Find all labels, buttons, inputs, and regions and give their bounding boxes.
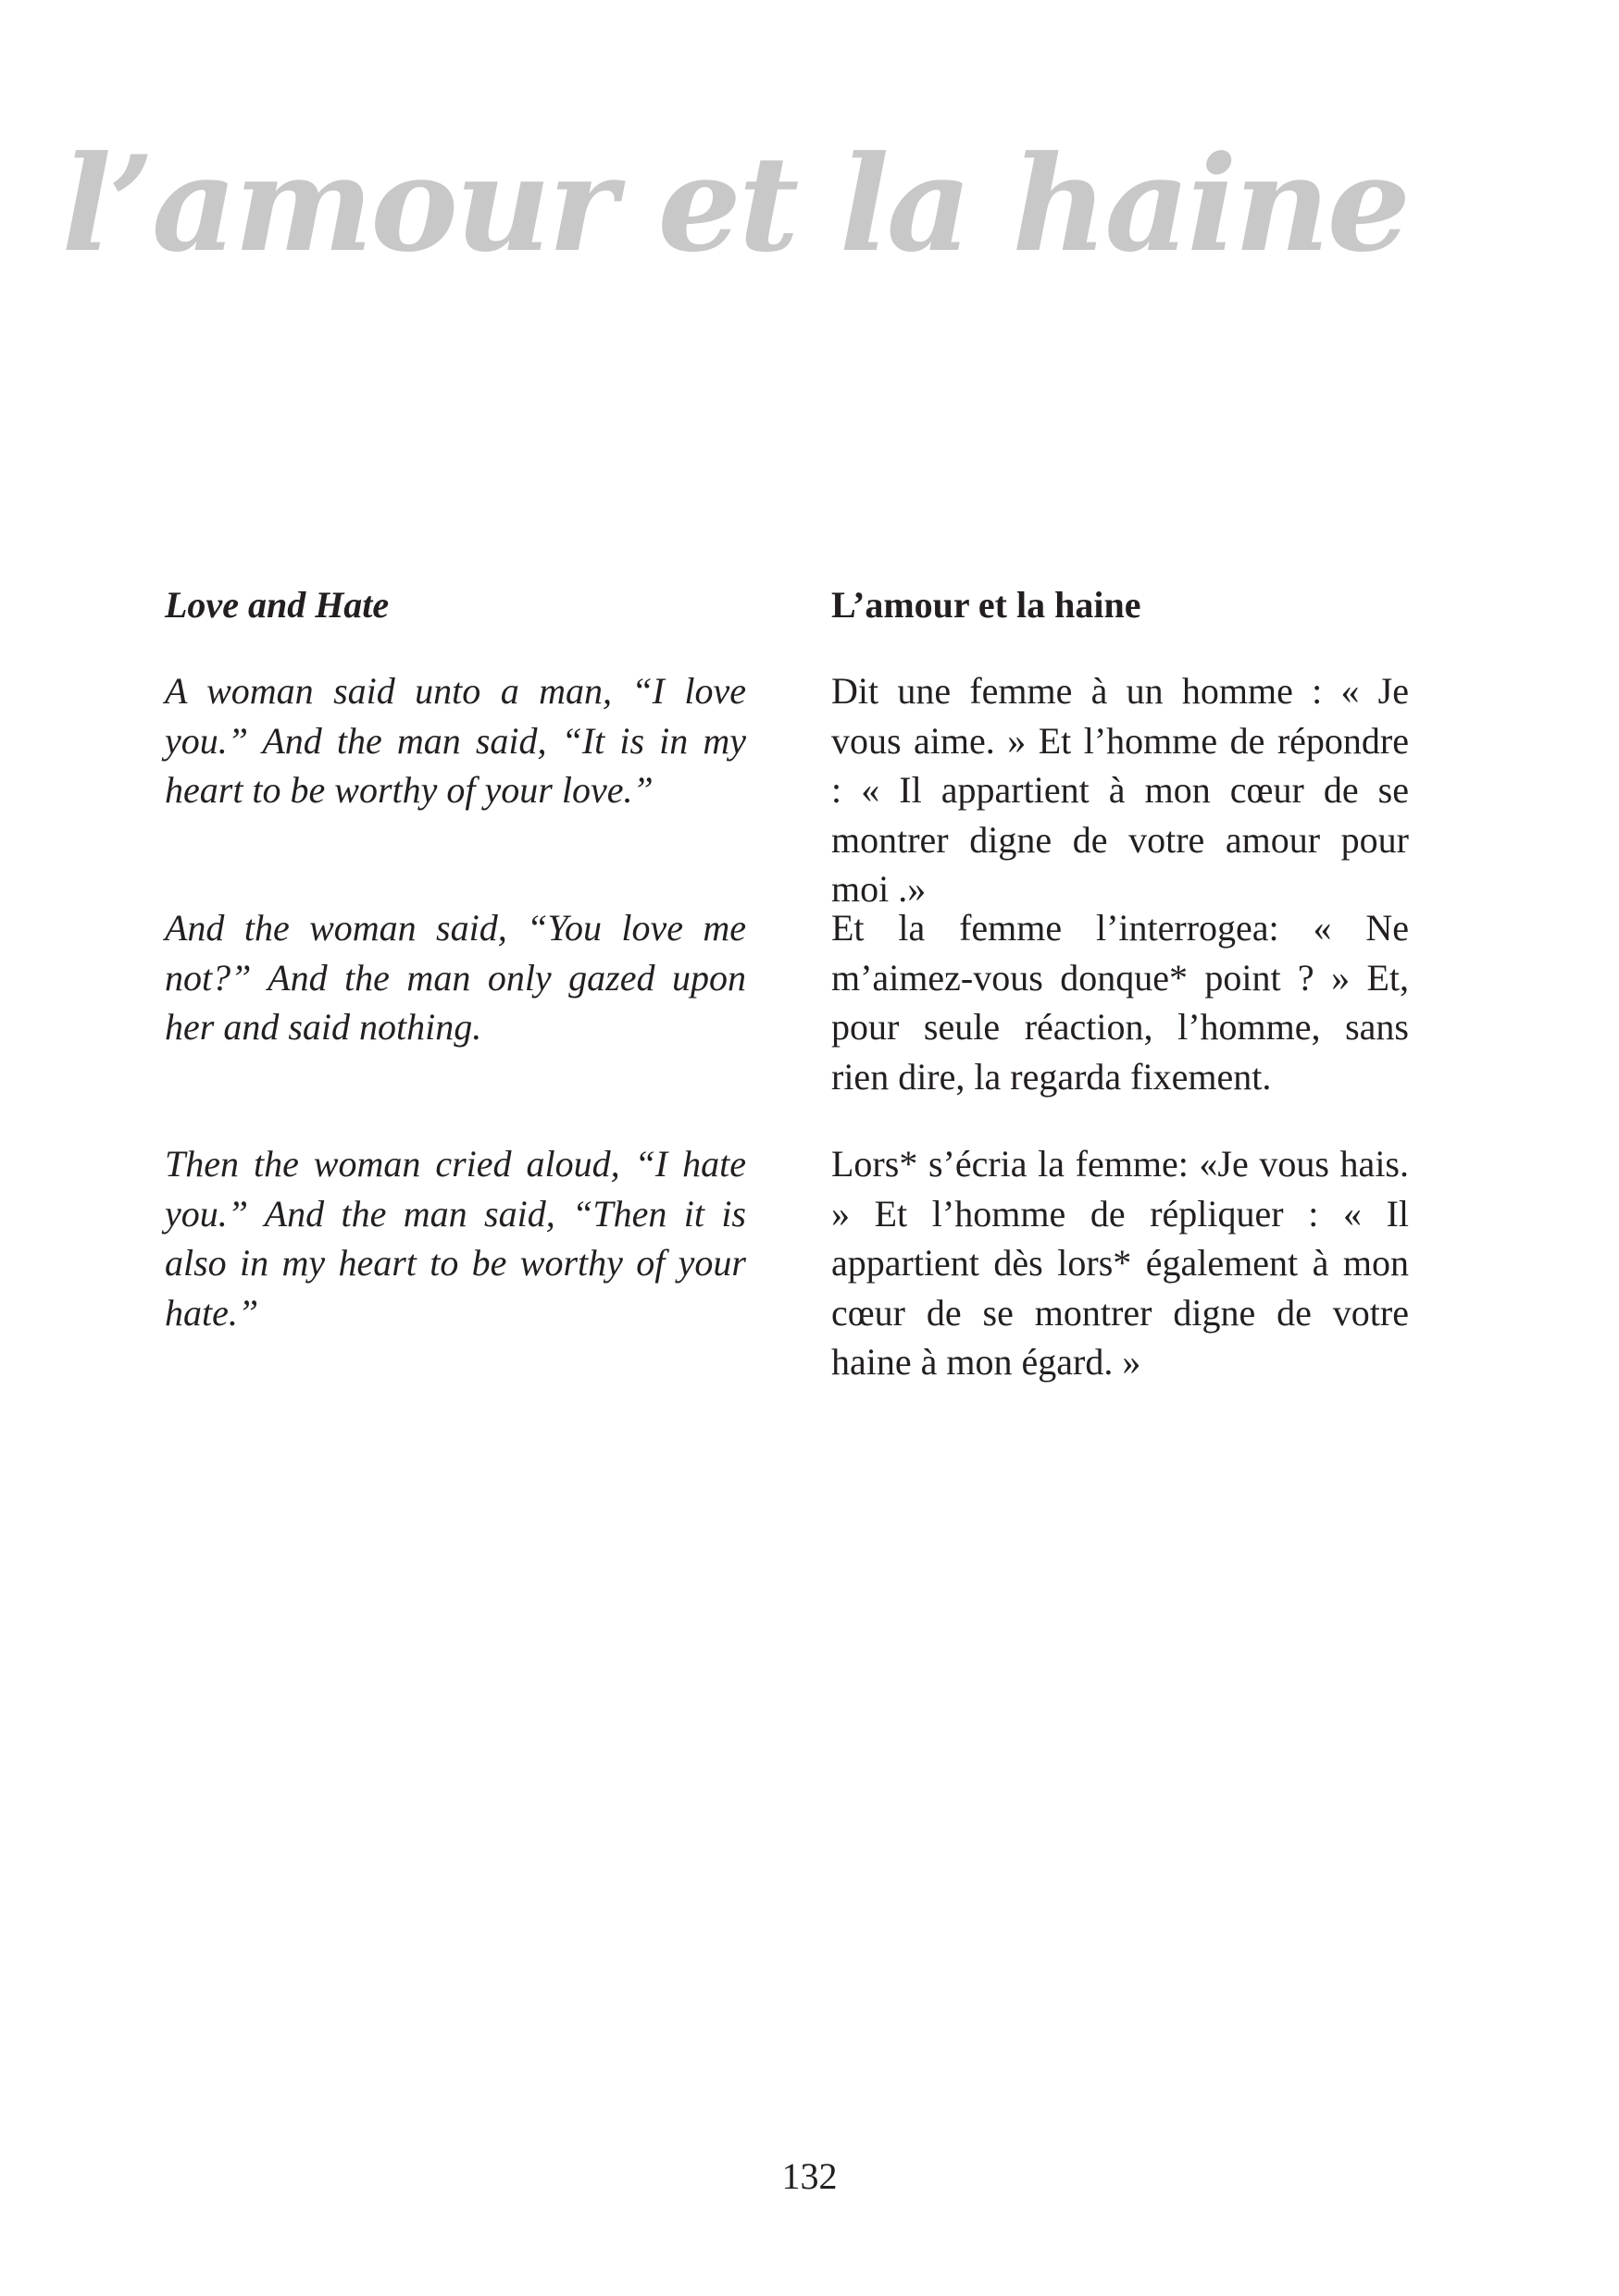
- english-title: Love and Hate: [165, 584, 390, 626]
- english-stanza-2: And the woman said, “You love me not?” And the man only gazed upon her and said nothing.: [165, 907, 746, 1048]
- page-number: 132: [781, 2155, 838, 2197]
- english-stanza-3: Then the woman cried aloud, “I hate you.” And the man said, “Then it is also in my heart to be worthy of your hate.”: [165, 1143, 746, 1334]
- french-stanza-2: Et la femme l’interrogea: « Ne m’aimez-vous donque* point ? » Et, pour seule réaction, l’homme, sans rien dire, la regarda fixement.: [831, 907, 1409, 1098]
- french-title: L’amour et la haine: [831, 584, 1141, 626]
- english-stanza-1: A woman said unto a man, “I love you.” And the man said, “It is in my heart to be worthy of your love.”: [165, 670, 746, 811]
- french-stanza-3: Lors* s’écria la femme: «Je vous hais. » Et l’homme de répliquer : « Il appartient dès lors* également à mon cœur de se montrer digne de votre haine à mon égard. »: [831, 1143, 1409, 1383]
- french-stanza-1: Dit une femme à un homme : « Je vous aime. » Et l’homme de répondre : « Il appartient à mon cœur de se montrer digne de votre amour pour moi .»: [831, 670, 1409, 910]
- french-column: [831, 581, 1409, 1383]
- page-heading: l’amour et la haine: [61, 128, 1408, 281]
- english-column: [165, 581, 746, 1334]
